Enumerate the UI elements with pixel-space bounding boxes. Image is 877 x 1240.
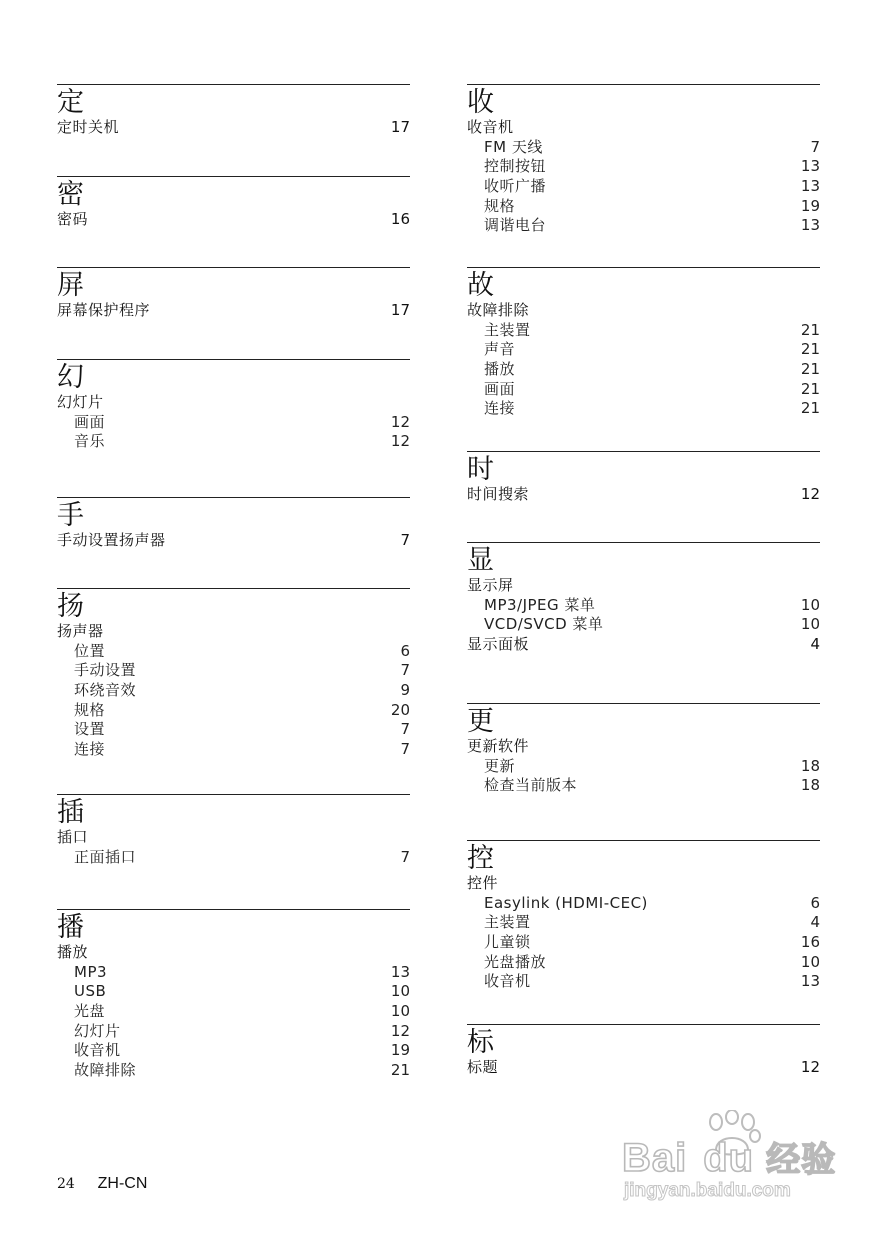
page-number: 10 [390,1002,410,1021]
index-entry: 显示面板 [467,635,530,654]
index-subentry: 调谐电台 [484,216,547,235]
index-subentry: 规格 [74,700,106,719]
page-number: 12 [390,412,410,431]
watermark-du: du [703,1136,755,1180]
index-subentry: 播放 [484,360,516,379]
index-section [57,794,410,867]
index-section [57,84,410,138]
index-section [57,588,410,760]
index-section [57,176,410,230]
index-entry: 手动设置扬声器 [57,531,166,549]
page-number: 17 [390,118,410,136]
watermark-url: jingyan.baidu.com [624,1180,791,1201]
index-entry: 屏幕保护程序 [57,301,151,319]
index-entry: 扬声器 [57,622,104,640]
index-entry: 故障排除 [467,301,530,319]
index-entry: 密码 [57,210,89,228]
section-heading: 幻 [57,362,84,393]
page-number: 13 [800,972,820,991]
index-subentry: 光盘 [74,1002,106,1021]
index-section [57,267,410,321]
page-number: 19 [390,1041,410,1060]
page-number: 21 [800,379,820,398]
section-heading: 显 [467,545,494,576]
index-entry: 标题 [467,1058,499,1076]
page-number: 9 [400,681,410,700]
page-footer [57,1174,147,1196]
index-section [467,451,820,505]
page-number: 12 [390,1021,410,1040]
watermark-bai: Bai [622,1136,688,1180]
page-number: 21 [800,399,820,418]
index-entry: 定时关机 [57,118,120,136]
page-number: 21 [390,1061,410,1080]
index-subentry: 幻灯片 [74,1021,121,1040]
page-number: 12 [390,432,410,451]
section-heading: 插 [57,797,84,828]
section-heading: 扬 [57,591,84,622]
watermark-cn: 经验 [766,1140,837,1180]
index-section [57,497,410,551]
page-number: 6 [810,893,820,912]
section-heading: 故 [467,270,494,301]
page-number: 19 [800,196,820,215]
index-entry: 播放 [57,943,89,961]
page-number: 10 [800,952,820,971]
page-number: 10 [390,982,410,1001]
index-subentry: 音乐 [74,432,106,451]
index-entry: 时间搜索 [467,485,530,503]
page-number: 10 [800,595,820,614]
section-heading: 标 [467,1027,494,1058]
section-heading: 密 [57,179,84,210]
index-subentry: 位置 [74,641,106,660]
page-number: 13 [800,216,820,235]
page-number: 16 [800,933,820,952]
index-section [467,840,820,992]
section-heading: 更 [467,706,494,737]
index-section [467,267,820,419]
page-number: 4 [810,635,820,654]
page-number: 17 [390,301,410,319]
footer-page-number: 24 [57,1176,75,1192]
page-number: 6 [400,641,410,660]
section-heading: 控 [467,843,494,874]
index-subentry: 收音机 [74,1041,121,1060]
index-entry: 幻灯片 [57,393,104,411]
index-subentry: 更新 [484,756,516,775]
page-number: 18 [800,776,820,795]
index-subentry: 主装置 [484,913,531,932]
index-subentry: 检查当前版本 [484,776,578,795]
footer-language-code: ZH-CN [97,1175,148,1192]
section-heading: 手 [57,500,84,531]
index-entry: 显示屏 [467,576,514,594]
index-entry: 收音机 [467,118,514,136]
baidu-jingyan-watermark [620,1110,837,1205]
page-number: 13 [390,962,410,981]
index-section [467,84,820,236]
page-number: 12 [800,485,820,503]
index-subentry: 正面插口 [74,847,137,866]
section-heading: 收 [467,87,494,118]
index-subentry: 连接 [484,399,516,418]
section-heading: 时 [467,454,494,485]
page-number: 4 [810,913,820,932]
index-subentry: 声音 [484,340,516,359]
index-subentry: USB [74,982,107,1001]
page-number: 21 [800,320,820,339]
index-section [467,542,820,655]
page-number: 7 [810,137,820,156]
page-number: 12 [800,1058,820,1076]
index-section [467,703,820,796]
index-subentry: VCD/SVCD 菜单 [484,615,604,634]
page-number: 16 [390,210,410,228]
index-subentry: 儿童锁 [484,933,531,952]
page-number: 13 [800,177,820,196]
index-subentry: 主装置 [484,320,531,339]
index-subentry: 手动设置 [74,661,137,680]
page-number: 7 [400,720,410,739]
index-subentry: FM 天线 [484,137,543,156]
index-subentry: 故障排除 [74,1061,137,1080]
page-number: 18 [800,756,820,775]
index-subentry: MP3/JPEG 菜单 [484,595,596,614]
index-entry: 插口 [57,828,89,846]
index-subentry: 收听广播 [484,177,547,196]
page-number: 10 [800,615,820,634]
index-subentry: 规格 [484,196,516,215]
index-section [57,359,410,452]
section-heading: 屏 [57,270,84,301]
index-entry: 控件 [467,874,499,892]
index-subentry: 画面 [74,412,106,431]
page-number: 7 [400,531,410,549]
index-subentry: 环绕音效 [74,681,137,700]
index-section [57,909,410,1081]
section-heading: 播 [57,912,84,943]
index-subentry: 连接 [74,740,106,759]
page-number: 7 [400,847,410,866]
index-entry: 更新软件 [467,737,530,755]
page-number: 21 [800,360,820,379]
index-subentry: 光盘播放 [484,952,547,971]
page-number: 20 [390,700,410,719]
index-subentry: MP3 [74,962,108,981]
index-section [467,1024,820,1078]
index-subentry: 收音机 [484,972,531,991]
index-subentry: Easylink (HDMI-CEC) [484,893,648,912]
page-number: 13 [800,157,820,176]
section-heading: 定 [57,87,84,118]
watermark-logo-text [622,1132,836,1181]
page-number: 21 [800,340,820,359]
index-subentry: 设置 [74,720,106,739]
page-number: 7 [400,661,410,680]
index-subentry: 画面 [484,379,516,398]
index-subentry: 控制按钮 [484,157,547,176]
page-number: 7 [400,740,410,759]
